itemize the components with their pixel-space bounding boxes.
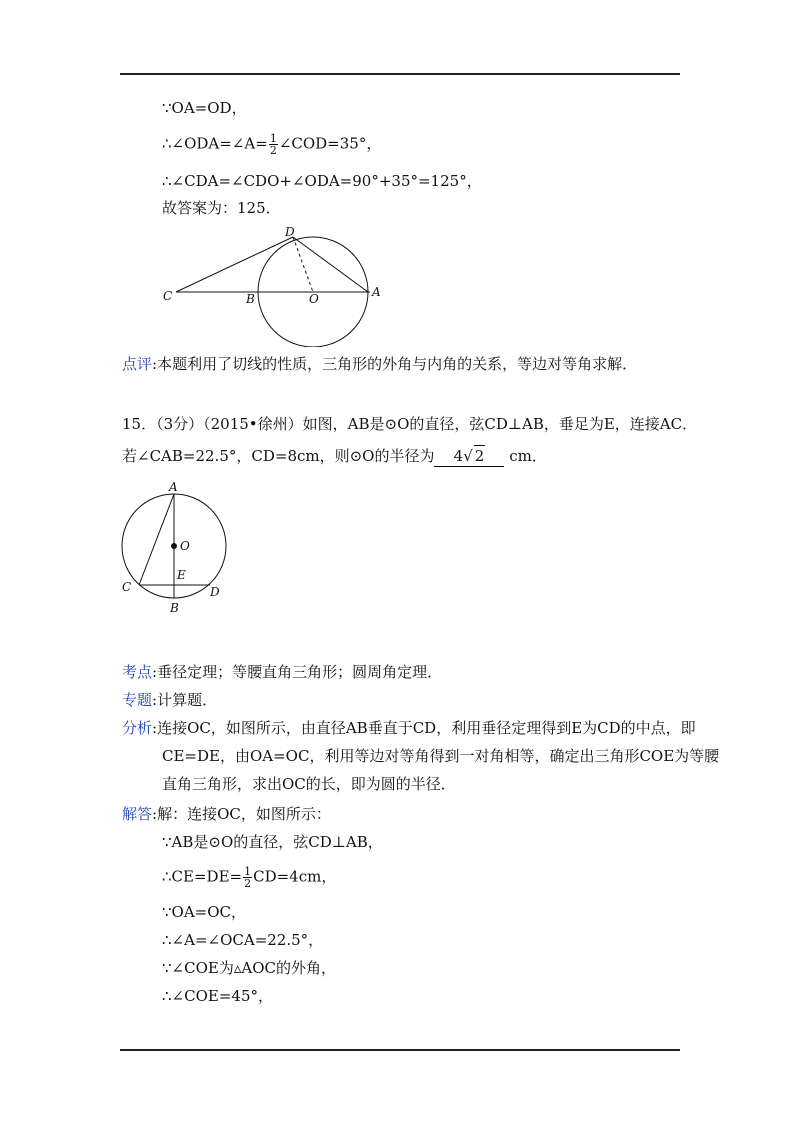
point-label-e: E [177, 568, 186, 582]
kaodian-text: :垂径定理；等腰直角三角形；圆周角定理． [152, 663, 443, 681]
kaodian-line [122, 662, 442, 682]
answer-blank: 4√ 2 [434, 445, 504, 467]
fraction: $\frac{1}{2}$ [244, 865, 252, 890]
fraction: $\frac{1}{2}$ [269, 132, 277, 157]
figure-tangent-circle [150, 222, 400, 347]
jieda-text: CD=4cm， [253, 867, 337, 886]
review-text: :本题利用了切线的性质，三角形的外角与内角的关系，等边对等角求解． [152, 355, 638, 373]
point-label-o: O [309, 292, 319, 306]
segment-cd [176, 237, 293, 292]
jieda-line: ∴∠COE=45°， [162, 987, 273, 1005]
solution-line: ∵OA=OD， [162, 99, 247, 117]
point-label-c: C [163, 289, 173, 303]
jieda-text: ∴CE=DE= [162, 867, 243, 886]
point-label-b: B [246, 292, 255, 306]
segment-ac [139, 494, 174, 585]
jieda-line: ∵∠COE为▵AOC的外角， [162, 959, 336, 977]
problem-line: 15．（3分）（2015•徐州）如图，AB是⊙O的直径，弦CD⊥AB，垂足为E，连接AC． [122, 415, 698, 433]
segment-do [293, 237, 313, 292]
jieda-line [162, 866, 336, 889]
fenxi-line: CE=DE，由OA=OC，利用等边对等角得到一对角相等，确定出三角形COE为等腰 [162, 747, 720, 765]
solution-text: ∠COD=35°， [278, 134, 382, 153]
problem-text: cm． [509, 447, 547, 465]
problem-text: 若∠CAB=22.5°，CD=8cm，则⊙O的半径为 [122, 447, 435, 465]
solution-line: 故答案为：125． [162, 199, 281, 217]
header-rule [120, 73, 680, 75]
solution-line: ∴∠CDA=∠CDO+∠ODA=90°+35°=125°， [162, 172, 482, 190]
solution-text: ∴∠ODA=∠A= [162, 134, 268, 153]
jieda-label: 解答 [122, 805, 153, 823]
point-label-o: O [180, 539, 190, 553]
zhuanti-label: 专题 [122, 691, 153, 709]
point-label-b: B [170, 601, 179, 615]
point-label-a: A [169, 480, 178, 494]
center-dot [171, 543, 177, 549]
fenxi-label: 分析 [122, 719, 153, 737]
point-label-c: C [122, 580, 132, 594]
solution-line [162, 133, 381, 156]
point-label-d: D [210, 585, 220, 599]
review-line [122, 354, 637, 374]
jieda-text: :解：连接OC，如图所示： [152, 805, 331, 823]
figure-chord-circle [110, 478, 240, 618]
review-label: 点评 [122, 355, 153, 373]
jieda-line: ∵AB是⊙O的直径，弦CD⊥AB， [162, 833, 383, 851]
point-label-d: D [285, 225, 295, 239]
zhuanti-text: :计算题． [152, 691, 218, 709]
point-label-a: A [372, 285, 381, 299]
jieda-line [122, 804, 331, 824]
jieda-line: ∵OA=OC， [162, 903, 247, 921]
zhuanti-line [122, 690, 217, 710]
jieda-line: ∴∠A=∠OCA=22.5°， [162, 931, 324, 949]
fenxi-text: :连接OC，如图所示，由直径AB垂直于CD，利用垂径定理得到E为CD的中点，即 [152, 719, 696, 737]
kaodian-label: 考点 [122, 663, 153, 681]
problem-line [122, 445, 547, 467]
segment-da [293, 237, 368, 292]
footer-rule [120, 1049, 680, 1051]
fenxi-line [122, 718, 696, 738]
fenxi-line: 直角三角形，求出OC的长，即为圆的半径． [162, 775, 456, 793]
